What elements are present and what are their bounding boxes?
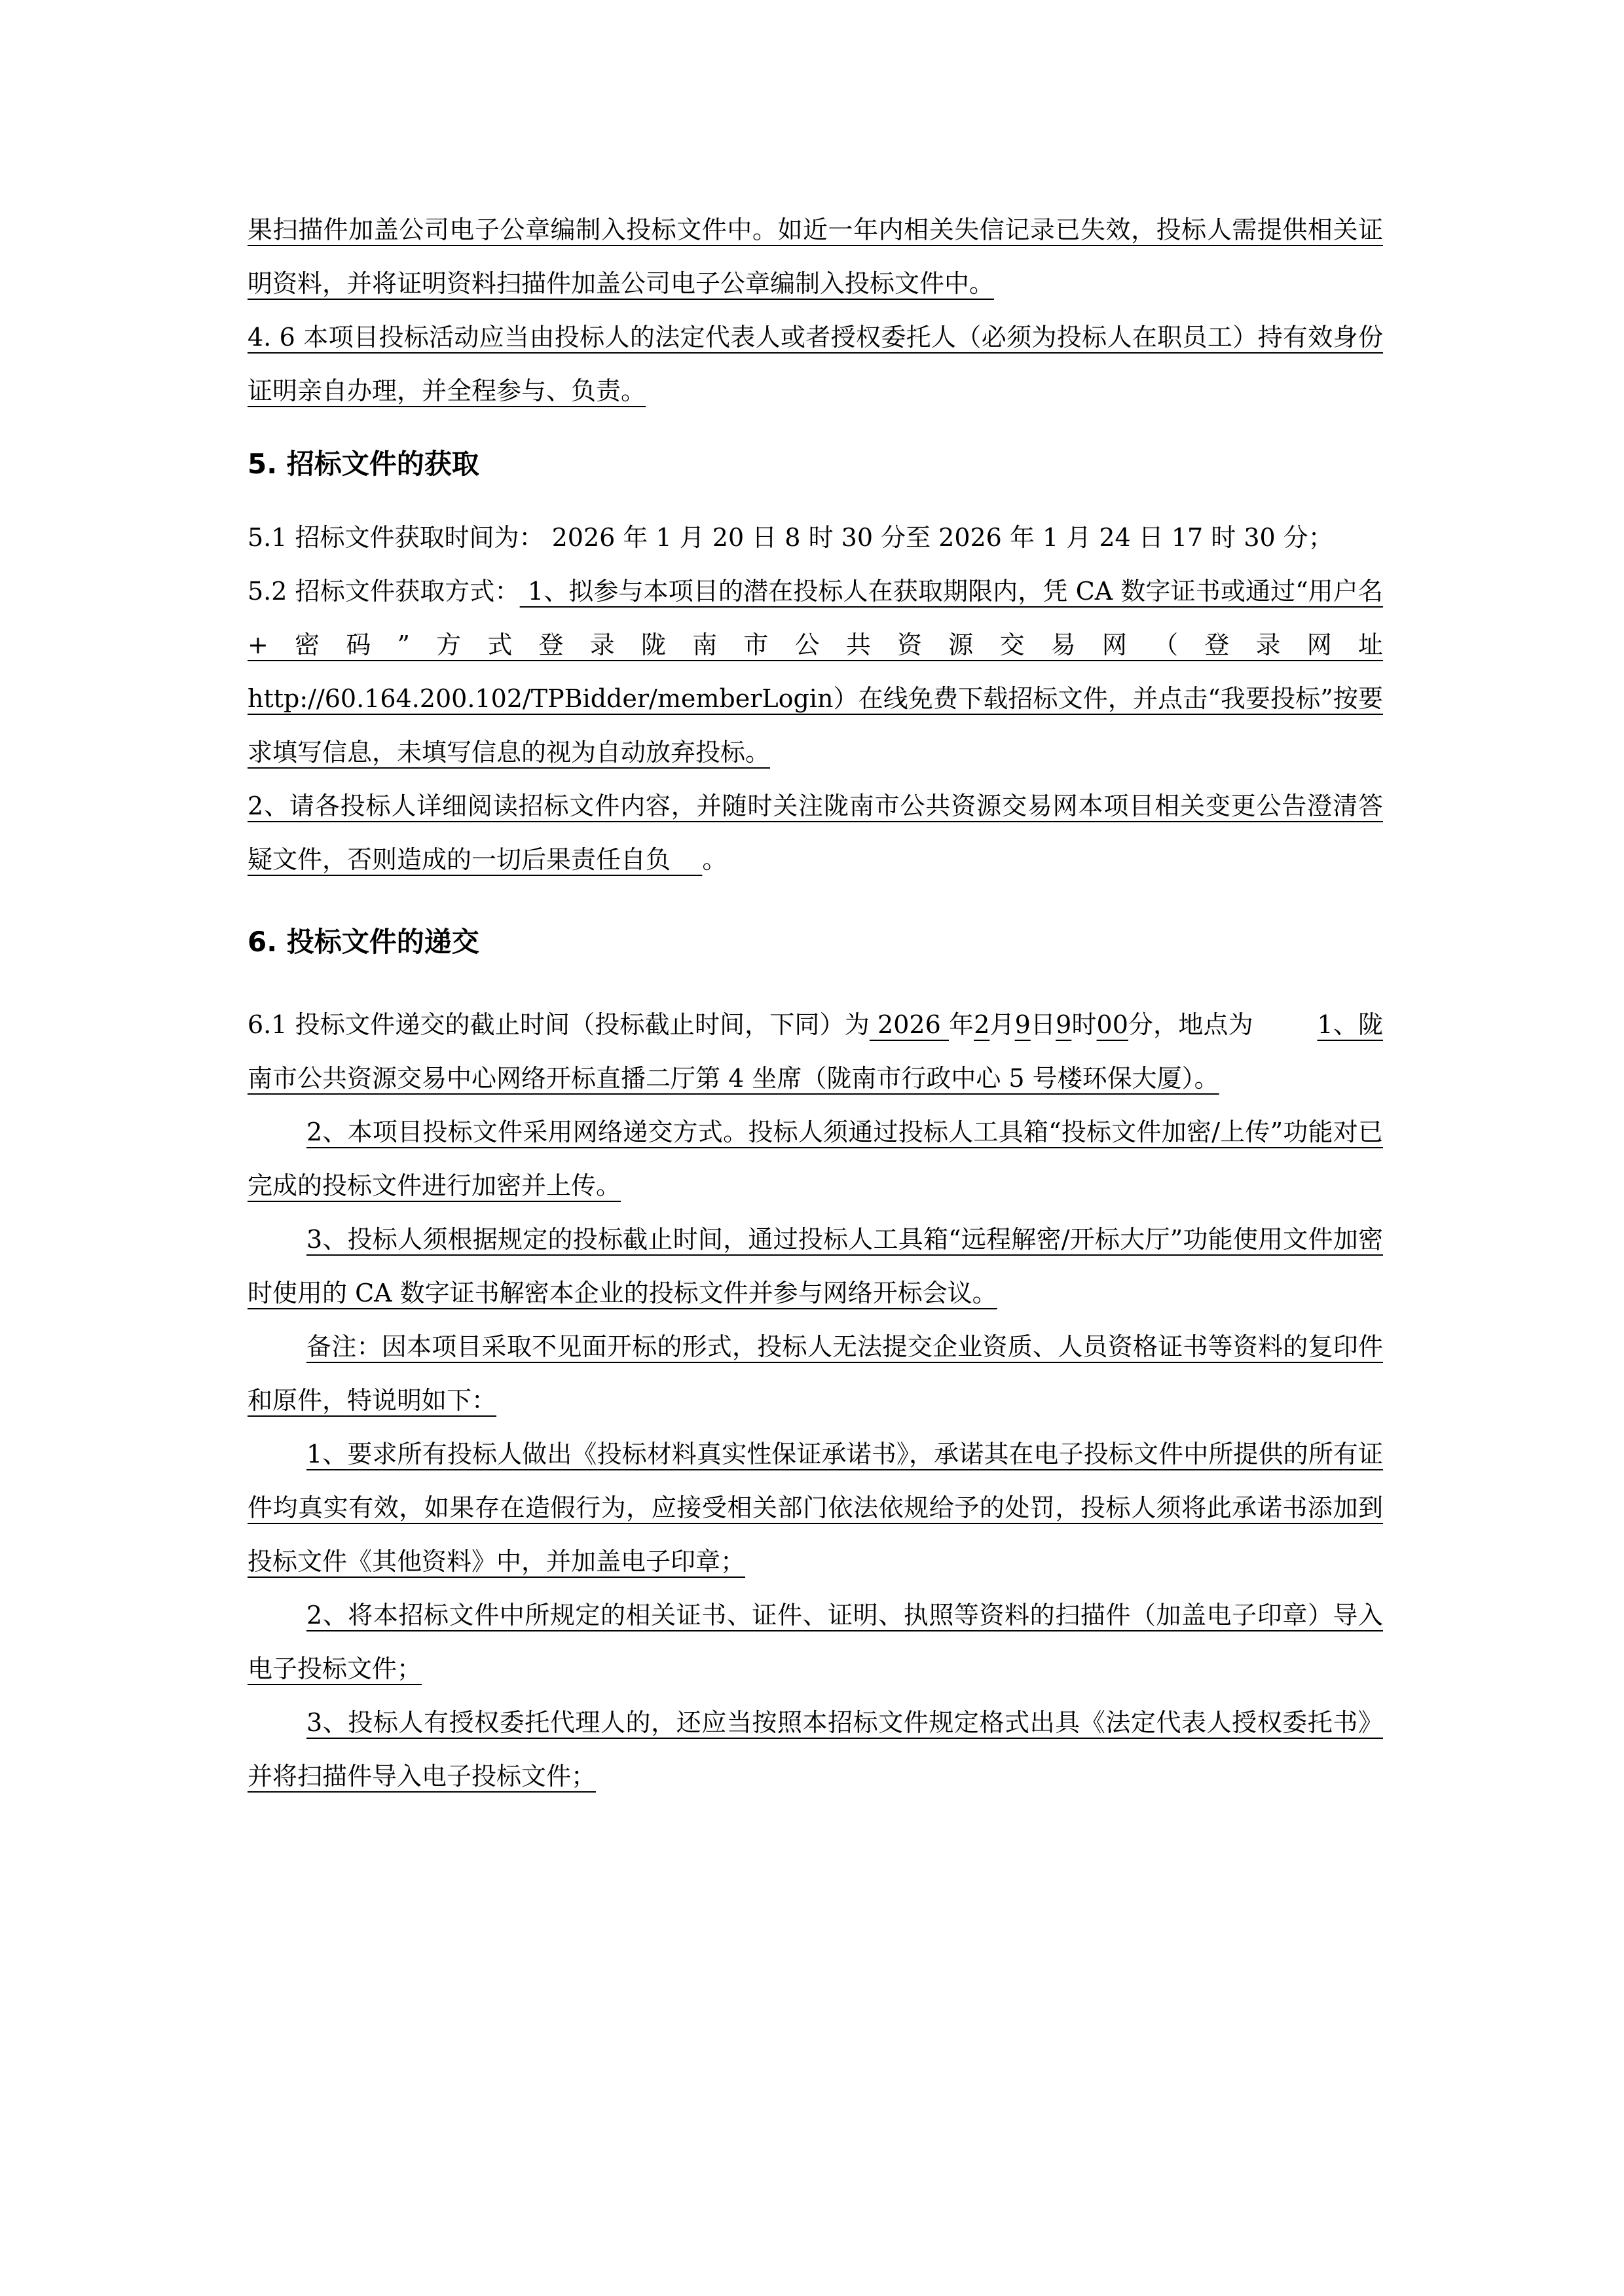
deadline-minute: 00 (1096, 1010, 1128, 1039)
month-unit: 月 (989, 1010, 1015, 1039)
paragraph-item-5-2-2 (248, 779, 1383, 886)
hour-unit: 时 (1071, 1010, 1097, 1039)
bid-location: 1、陇南市公共资源交易中心网络开标直播二厅第 4 坐席（陇南市行政中心 5 号楼环保大厦）。 (248, 1010, 1383, 1093)
item-5-2-2-blank (671, 845, 702, 874)
deadline-year: 2026 (869, 1010, 949, 1039)
item-5-2-label: 5.2 招标文件获取方式： (248, 577, 520, 606)
deadline-day: 9 (1014, 1010, 1031, 1039)
paragraph-item-6-1 (248, 998, 1383, 1105)
item-5-2-method: 1、拟参与本项目的潜在投标人在获取期限内，凭 CA 数字证书或通过“用户名+密码”方式登录陇南市公共资源交易网（登录网址http://60.164.200.102/TPBidder/memberLogin）在线免费下载招标文件，并点击“我要投标”按要求填写信息，未填写信息的视为自动放弃投标。 (248, 577, 1383, 767)
section-5-heading: 5. 招标文件的获取 (248, 448, 479, 480)
paragraph-remote-decryption: 3、投标人须根据规定的投标截止时间，通过投标人工具箱“远程解密/开标大厅”功能使用文件加密时使用的 CA 数字证书解密本企业的投标文件并参与网络开标会议。 (248, 1225, 1383, 1307)
paragraph-item-5-2 (248, 564, 1383, 779)
item-5-2-2-text: 2、请各投标人详细阅读招标文件内容，并随时关注陇南市公共资源交易网本项目相关变更公告澄清答疑文件，否则造成的一切后果责任自负 (248, 792, 1383, 874)
paragraph-note-3: 3、投标人有授权委托代理人的，还应当按照本招标文件规定格式出具《法定代表人授权委托书》并将扫描件导入电子投标文件； (248, 1708, 1383, 1791)
document-page (248, 203, 1383, 1803)
item-5-1-time: 2026 年 1 月 20 日 8 时 30 分至 2026 年 1 月 24 日 17 时 30 分； (544, 523, 1333, 552)
location-gap (1253, 1010, 1318, 1039)
paragraph-item-5-1 (248, 511, 1383, 564)
minute-unit: 分，地点为 (1128, 1010, 1253, 1039)
item-6-1-label: 6.1 投标文件递交的截止时间（投标截止时间，下同）为 (248, 1010, 870, 1039)
year-unit: 年 (949, 1010, 974, 1039)
paragraph-note-2: 2、将本招标文件中所规定的相关证书、证件、证明、执照等资料的扫描件（加盖电子印章）导入电子投标文件； (248, 1601, 1383, 1683)
paragraph-note-1: 1、要求所有投标人做出《投标材料真实性保证承诺书》，承诺其在电子投标文件中所提供的所有证件均真实有效，如果存在造假行为，应接受相关部门依法依规给予的处罚，投标人须将此承诺书添加到投标文件《其他资料》中，并加盖电子印章； (248, 1440, 1383, 1576)
day-unit: 日 (1030, 1010, 1056, 1039)
section-6-heading: 6. 投标文件的递交 (248, 926, 479, 958)
deadline-month: 2 (974, 1010, 990, 1039)
paragraph-note: 备注：因本项目采取不见面开标的形式，投标人无法提交企业资质、人员资格证书等资料的复印件和原件，特说明如下： (248, 1332, 1383, 1415)
item-5-1-label: 5.1 招标文件获取时间为： (248, 523, 544, 552)
paragraph-online-submission: 2、本项目投标文件采用网络递交方式。投标人须通过投标人工具箱“投标文件加密/上传”功能对已完成的投标文件进行加密并上传。 (248, 1118, 1383, 1200)
paragraph-credit-record: 果扫描件加盖公司电子公章编制入投标文件中。如近一年内相关失信记录已失效，投标人需提供相关证明资料，并将证明资料扫描件加盖公司电子公章编制入投标文件中。 (248, 215, 1383, 298)
deadline-hour: 9 (1056, 1010, 1072, 1039)
item-5-2-2-end: 。 (702, 845, 728, 874)
paragraph-item-4-6: 4. 6 本项目投标活动应当由投标人的法定代表人或者授权委托人（必须为投标人在职员工）持有效身份证明亲自办理，并全程参与、负责。 (248, 323, 1383, 405)
